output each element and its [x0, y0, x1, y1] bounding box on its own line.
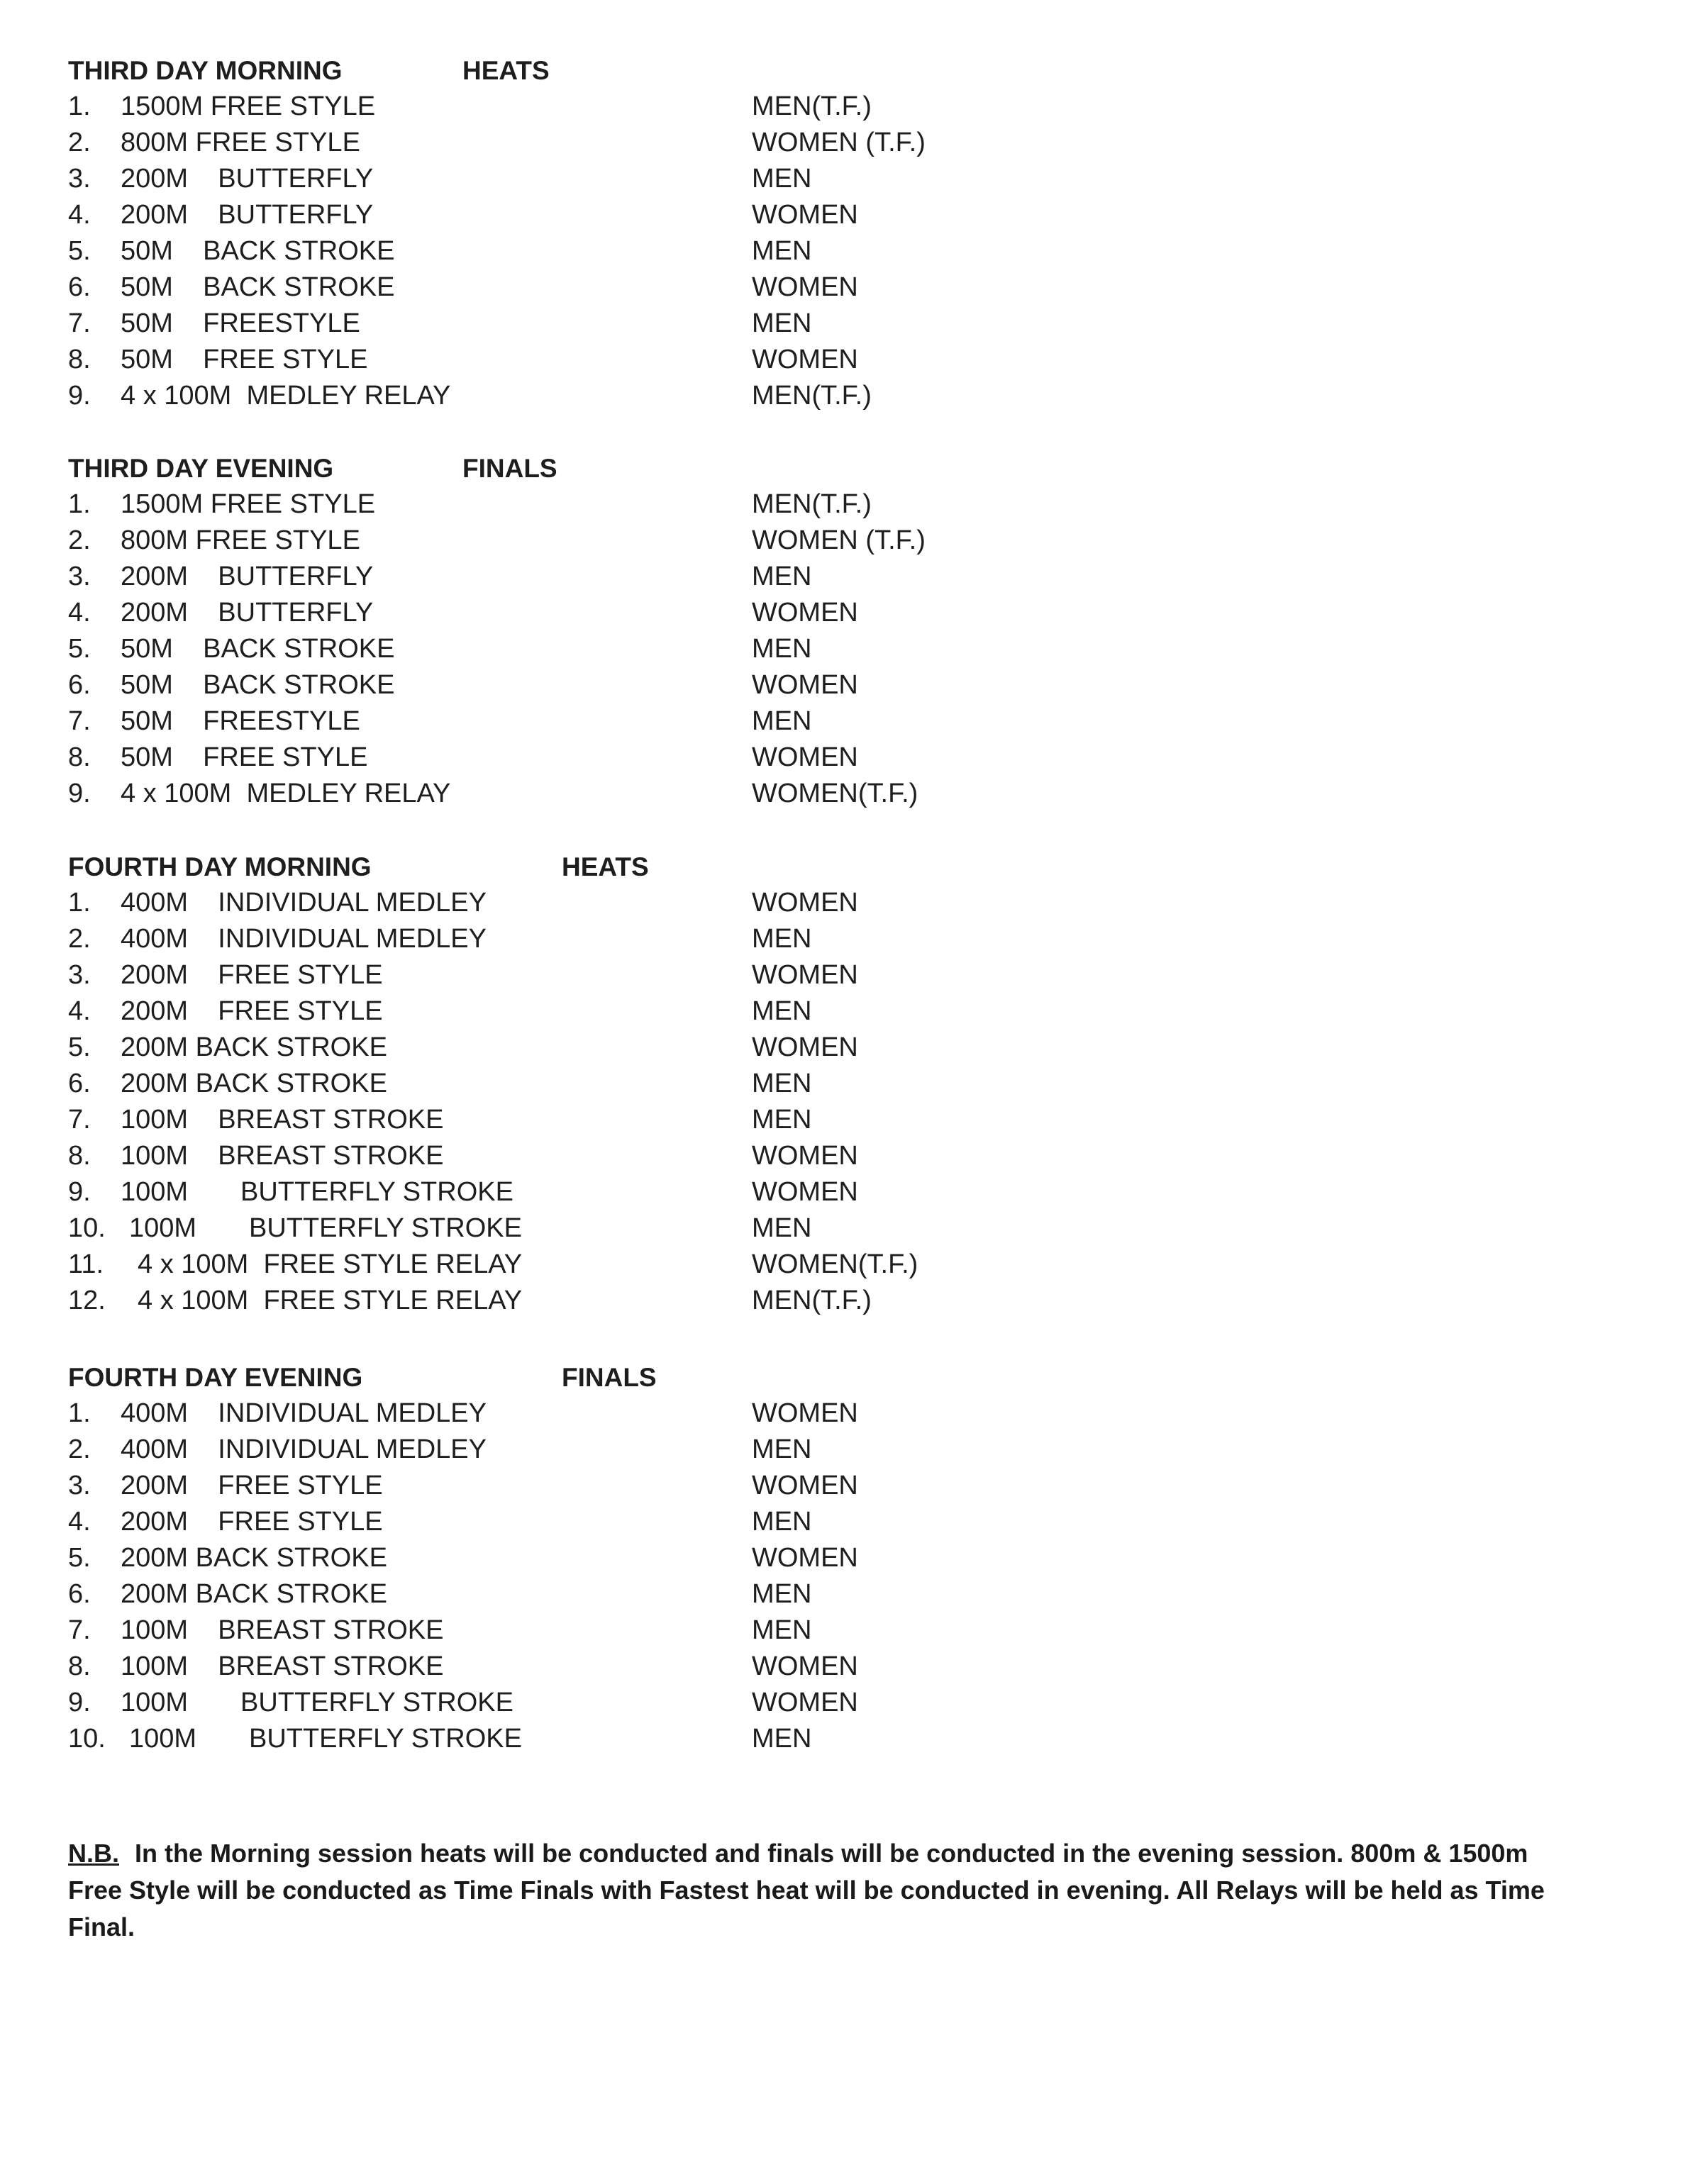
event-distance: 200M	[121, 1069, 189, 1098]
event-category: WOMEN(T.F.)	[752, 1249, 918, 1279]
event-stroke: FREE STYLE RELAY	[263, 1286, 523, 1315]
event-stroke: INDIVIDUAL MEDLEY	[218, 924, 487, 954]
event-category: WOMEN	[752, 888, 858, 918]
event-category: WOMEN	[752, 1688, 858, 1717]
event-category: MEN(T.F.)	[752, 489, 872, 519]
event-stroke: FREE STYLE	[210, 489, 376, 519]
event-name	[138, 1283, 522, 1319]
event-number: 4.	[68, 1507, 91, 1537]
event-row	[68, 921, 1557, 957]
event-row	[68, 161, 1557, 197]
event-name	[121, 921, 487, 957]
event-distance: 4 x 100M	[138, 1249, 249, 1279]
event-name	[121, 378, 450, 414]
event-stroke: FREESTYLE	[203, 706, 360, 736]
event-row	[68, 559, 1557, 595]
event-stroke: BUTTERFLY STROKE	[248, 1724, 522, 1754]
event-distance: 200M	[121, 200, 189, 230]
event-category: WOMEN	[752, 1398, 858, 1428]
section-title: FOURTH DAY MORNING	[68, 852, 372, 881]
event-category: WOMEN (T.F.)	[752, 525, 926, 555]
event-number: 10.	[68, 1724, 106, 1754]
event-stroke: FREE STYLE	[218, 996, 383, 1026]
event-row	[68, 1247, 1557, 1283]
event-distance: 100M	[121, 1688, 189, 1717]
event-category: WOMEN	[752, 1141, 858, 1171]
event-category: WOMEN	[752, 1471, 858, 1500]
event-category: MEN	[752, 924, 812, 954]
event-number: 1.	[68, 489, 91, 519]
event-row	[68, 486, 1557, 523]
section-title: THIRD DAY EVENING	[68, 454, 334, 483]
event-category: MEN	[752, 1615, 812, 1645]
event-category: MEN	[752, 1434, 812, 1464]
event-row	[68, 1576, 1557, 1612]
event-stroke: FREE STYLE RELAY	[263, 1249, 523, 1279]
event-name	[121, 1468, 383, 1504]
event-name	[121, 306, 360, 342]
event-category: WOMEN	[752, 1543, 858, 1573]
event-number: 5.	[68, 236, 91, 266]
event-row	[68, 631, 1557, 667]
event-stroke: INDIVIDUAL MEDLEY	[218, 1434, 487, 1464]
event-number: 1.	[68, 1398, 91, 1428]
event-category: WOMEN	[752, 345, 858, 374]
nb-text: In the Morning session heats will be conducted and finals will be conducted in the evening session. 800m & 1500m Free Style will be conducted as Time Finals with Fastest heat will be conducted in evening. All Relays will be held as Time Final.	[68, 1839, 1545, 1941]
event-distance: 4 x 100M	[121, 779, 232, 808]
event-stroke: FREE STYLE	[218, 1471, 383, 1500]
event-name	[121, 776, 450, 812]
event-name	[121, 667, 394, 703]
event-name	[121, 595, 373, 631]
event-category: WOMEN	[752, 960, 858, 990]
event-name	[121, 631, 394, 667]
event-row	[68, 523, 1557, 559]
section-title: THIRD DAY MORNING	[68, 56, 343, 85]
event-distance: 400M	[121, 1398, 189, 1428]
event-distance: 200M	[121, 1543, 189, 1573]
event-distance: 200M	[121, 1471, 189, 1500]
event-row	[68, 1395, 1557, 1432]
event-category: MEN	[752, 308, 812, 338]
event-number: 9.	[68, 381, 91, 411]
event-row	[68, 667, 1557, 703]
event-row	[68, 740, 1557, 776]
event-number: 5.	[68, 634, 91, 664]
event-number: 3.	[68, 960, 91, 990]
event-number: 5.	[68, 1032, 91, 1062]
event-distance: 400M	[121, 888, 189, 918]
section-type: HEATS	[462, 56, 550, 85]
event-distance: 50M	[121, 236, 173, 266]
event-number: 7.	[68, 1105, 91, 1135]
event-distance: 400M	[121, 1434, 189, 1464]
event-name	[121, 885, 487, 921]
event-category: MEN(T.F.)	[752, 381, 872, 411]
event-stroke: BUTTERFLY	[218, 164, 374, 194]
event-number: 9.	[68, 1177, 91, 1207]
event-row	[68, 703, 1557, 740]
event-row	[68, 1685, 1557, 1721]
event-distance: 800M	[121, 128, 189, 157]
event-row	[68, 1210, 1557, 1247]
event-stroke: BACK STROKE	[203, 670, 395, 700]
event-distance: 50M	[121, 742, 173, 772]
event-name	[121, 161, 373, 197]
event-row	[68, 957, 1557, 993]
event-distance: 200M	[121, 1032, 189, 1062]
event-name	[121, 740, 367, 776]
event-number: 11.	[68, 1249, 104, 1279]
event-distance: 200M	[121, 164, 189, 194]
event-number: 12.	[68, 1286, 106, 1315]
event-row	[68, 125, 1557, 161]
event-name	[121, 1685, 513, 1721]
event-distance: 50M	[121, 670, 173, 700]
event-category: MEN	[752, 1507, 812, 1537]
event-category: MEN	[752, 1069, 812, 1098]
event-number: 1.	[68, 888, 91, 918]
section-title: FOURTH DAY EVENING	[68, 1363, 363, 1392]
event-name	[121, 1612, 443, 1649]
nb-note	[68, 1835, 1565, 1946]
event-distance: 1500M	[121, 91, 204, 121]
event-stroke: BREAST STROKE	[218, 1651, 444, 1681]
event-category: MEN	[752, 164, 812, 194]
event-distance: 50M	[121, 706, 173, 736]
event-row	[68, 1721, 1557, 1757]
event-number: 8.	[68, 1651, 91, 1681]
event-number: 6.	[68, 272, 91, 302]
event-category: MEN	[752, 996, 812, 1026]
event-row	[68, 1432, 1557, 1468]
event-stroke: BACK STROKE	[203, 236, 395, 266]
event-row	[68, 1468, 1557, 1504]
event-category: WOMEN	[752, 200, 858, 230]
event-name	[121, 703, 360, 740]
event-category: MEN	[752, 1213, 812, 1243]
event-stroke: BUTTERFLY STROKE	[240, 1688, 513, 1717]
event-stroke: BACK STROKE	[195, 1543, 387, 1573]
event-name	[121, 523, 360, 559]
event-number: 3.	[68, 1471, 91, 1500]
event-category: WOMEN	[752, 272, 858, 302]
event-distance: 50M	[121, 272, 173, 302]
event-category: MEN(T.F.)	[752, 1286, 872, 1315]
section-header	[68, 451, 1557, 486]
event-distance: 800M	[121, 525, 189, 555]
event-distance: 200M	[121, 598, 189, 628]
section-fourth-day-morning	[68, 849, 1557, 1319]
event-category: WOMEN	[752, 742, 858, 772]
event-stroke: BACK STROKE	[195, 1069, 387, 1098]
event-stroke: FREE STYLE	[218, 1507, 383, 1537]
event-category: WOMEN	[752, 670, 858, 700]
event-row	[68, 1612, 1557, 1649]
event-row	[68, 1066, 1557, 1102]
event-stroke: FREE STYLE	[195, 128, 360, 157]
event-number: 7.	[68, 1615, 91, 1645]
event-name	[121, 197, 373, 233]
event-stroke: BUTTERFLY	[218, 200, 374, 230]
event-stroke: BREAST STROKE	[218, 1615, 444, 1645]
event-name	[121, 957, 383, 993]
event-stroke: BREAST STROKE	[218, 1141, 444, 1171]
event-name	[121, 125, 360, 161]
event-name	[121, 1174, 513, 1210]
event-number: 8.	[68, 742, 91, 772]
event-number: 10.	[68, 1213, 106, 1243]
event-stroke: FREE STYLE	[203, 345, 368, 374]
event-row	[68, 1283, 1557, 1319]
event-name	[121, 1066, 387, 1102]
event-category: WOMEN	[752, 1032, 858, 1062]
event-row	[68, 595, 1557, 631]
event-number: 4.	[68, 996, 91, 1026]
section-type: FINALS	[462, 454, 557, 483]
event-distance: 50M	[121, 634, 173, 664]
event-number: 8.	[68, 345, 91, 374]
event-category: WOMEN	[752, 598, 858, 628]
event-distance: 50M	[121, 308, 173, 338]
event-distance: 100M	[121, 1615, 189, 1645]
event-row	[68, 269, 1557, 306]
event-number: 6.	[68, 670, 91, 700]
event-name	[121, 1138, 443, 1174]
event-name	[121, 1432, 487, 1468]
event-category: MEN	[752, 1724, 812, 1754]
event-category: MEN(T.F.)	[752, 91, 872, 121]
event-row	[68, 1102, 1557, 1138]
event-row	[68, 197, 1557, 233]
event-name	[121, 486, 375, 523]
event-name	[121, 559, 373, 595]
section-type: HEATS	[562, 852, 649, 881]
event-stroke: BACK STROKE	[203, 272, 395, 302]
event-number: 4.	[68, 598, 91, 628]
event-stroke: BACK STROKE	[195, 1032, 387, 1062]
event-number: 6.	[68, 1579, 91, 1609]
event-name	[121, 342, 367, 378]
event-distance: 100M	[121, 1141, 189, 1171]
event-name	[129, 1721, 522, 1757]
event-stroke: FREE STYLE	[203, 742, 368, 772]
event-distance: 400M	[121, 924, 189, 954]
event-row	[68, 378, 1557, 414]
event-number: 4.	[68, 200, 91, 230]
event-row	[68, 1504, 1557, 1540]
event-stroke: FREE STYLE	[218, 960, 383, 990]
nb-label: N.B.	[68, 1839, 119, 1868]
event-stroke: FREESTYLE	[203, 308, 360, 338]
event-name	[121, 1540, 387, 1576]
event-stroke: BUTTERFLY STROKE	[248, 1213, 522, 1243]
event-stroke: INDIVIDUAL MEDLEY	[218, 888, 487, 918]
event-category: MEN	[752, 236, 812, 266]
event-number: 3.	[68, 562, 91, 591]
event-row	[68, 1174, 1557, 1210]
event-name	[129, 1210, 522, 1247]
event-stroke: FREE STYLE	[195, 525, 360, 555]
section-third-day-evening	[68, 451, 1557, 812]
event-row	[68, 1030, 1557, 1066]
event-row	[68, 993, 1557, 1030]
event-category: WOMEN	[752, 1651, 858, 1681]
event-distance: 100M	[121, 1177, 189, 1207]
event-row	[68, 885, 1557, 921]
event-distance: 4 x 100M	[121, 381, 232, 411]
event-number: 2.	[68, 924, 91, 954]
event-row	[68, 306, 1557, 342]
event-name	[121, 993, 383, 1030]
event-name	[121, 1576, 387, 1612]
event-category: WOMEN(T.F.)	[752, 779, 918, 808]
event-stroke: BUTTERFLY	[218, 598, 374, 628]
event-category: MEN	[752, 706, 812, 736]
event-number: 2.	[68, 1434, 91, 1464]
event-distance: 50M	[121, 345, 173, 374]
event-category: WOMEN	[752, 1177, 858, 1207]
event-number: 7.	[68, 308, 91, 338]
event-category: MEN	[752, 562, 812, 591]
event-name	[121, 1395, 487, 1432]
event-category: WOMEN (T.F.)	[752, 128, 926, 157]
section-fourth-day-evening	[68, 1360, 1557, 1757]
event-number: 6.	[68, 1069, 91, 1098]
event-name	[121, 233, 394, 269]
section-type: FINALS	[562, 1363, 657, 1392]
event-distance: 200M	[121, 960, 189, 990]
event-number: 7.	[68, 706, 91, 736]
event-stroke: BACK STROKE	[195, 1579, 387, 1609]
event-name	[121, 1649, 443, 1685]
event-stroke: BREAST STROKE	[218, 1105, 444, 1135]
event-row	[68, 342, 1557, 378]
section-header	[68, 849, 1557, 885]
event-category: MEN	[752, 1105, 812, 1135]
event-number: 2.	[68, 128, 91, 157]
event-distance: 200M	[121, 1507, 189, 1537]
event-distance: 200M	[121, 562, 189, 591]
event-number: 8.	[68, 1141, 91, 1171]
event-row	[68, 89, 1557, 125]
event-stroke: MEDLEY RELAY	[246, 779, 451, 808]
event-row	[68, 1649, 1557, 1685]
event-distance: 200M	[121, 1579, 189, 1609]
event-name	[138, 1247, 522, 1283]
event-distance: 1500M	[121, 489, 204, 519]
event-number: 3.	[68, 164, 91, 194]
event-row	[68, 1540, 1557, 1576]
event-row	[68, 1138, 1557, 1174]
event-number: 2.	[68, 525, 91, 555]
event-stroke: BACK STROKE	[203, 634, 395, 664]
event-stroke: FREE STYLE	[210, 91, 376, 121]
event-distance: 100M	[129, 1724, 197, 1754]
event-category: MEN	[752, 1579, 812, 1609]
event-name	[121, 1102, 443, 1138]
section-third-day-morning	[68, 53, 1557, 414]
event-name	[121, 269, 394, 306]
event-stroke: BUTTERFLY	[218, 562, 374, 591]
event-distance: 200M	[121, 996, 189, 1026]
event-name	[121, 89, 375, 125]
event-category: MEN	[752, 634, 812, 664]
event-distance: 100M	[129, 1213, 197, 1243]
event-number: 5.	[68, 1543, 91, 1573]
event-number: 1.	[68, 91, 91, 121]
event-distance: 100M	[121, 1651, 189, 1681]
event-stroke: MEDLEY RELAY	[246, 381, 451, 411]
event-row	[68, 776, 1557, 812]
event-distance: 4 x 100M	[138, 1286, 249, 1315]
event-number: 9.	[68, 779, 91, 808]
event-stroke: INDIVIDUAL MEDLEY	[218, 1398, 487, 1428]
event-distance: 100M	[121, 1105, 189, 1135]
event-row	[68, 233, 1557, 269]
event-name	[121, 1504, 383, 1540]
event-stroke: BUTTERFLY STROKE	[240, 1177, 513, 1207]
event-name	[121, 1030, 387, 1066]
section-header	[68, 53, 1557, 89]
event-number: 9.	[68, 1688, 91, 1717]
section-header	[68, 1360, 1557, 1395]
